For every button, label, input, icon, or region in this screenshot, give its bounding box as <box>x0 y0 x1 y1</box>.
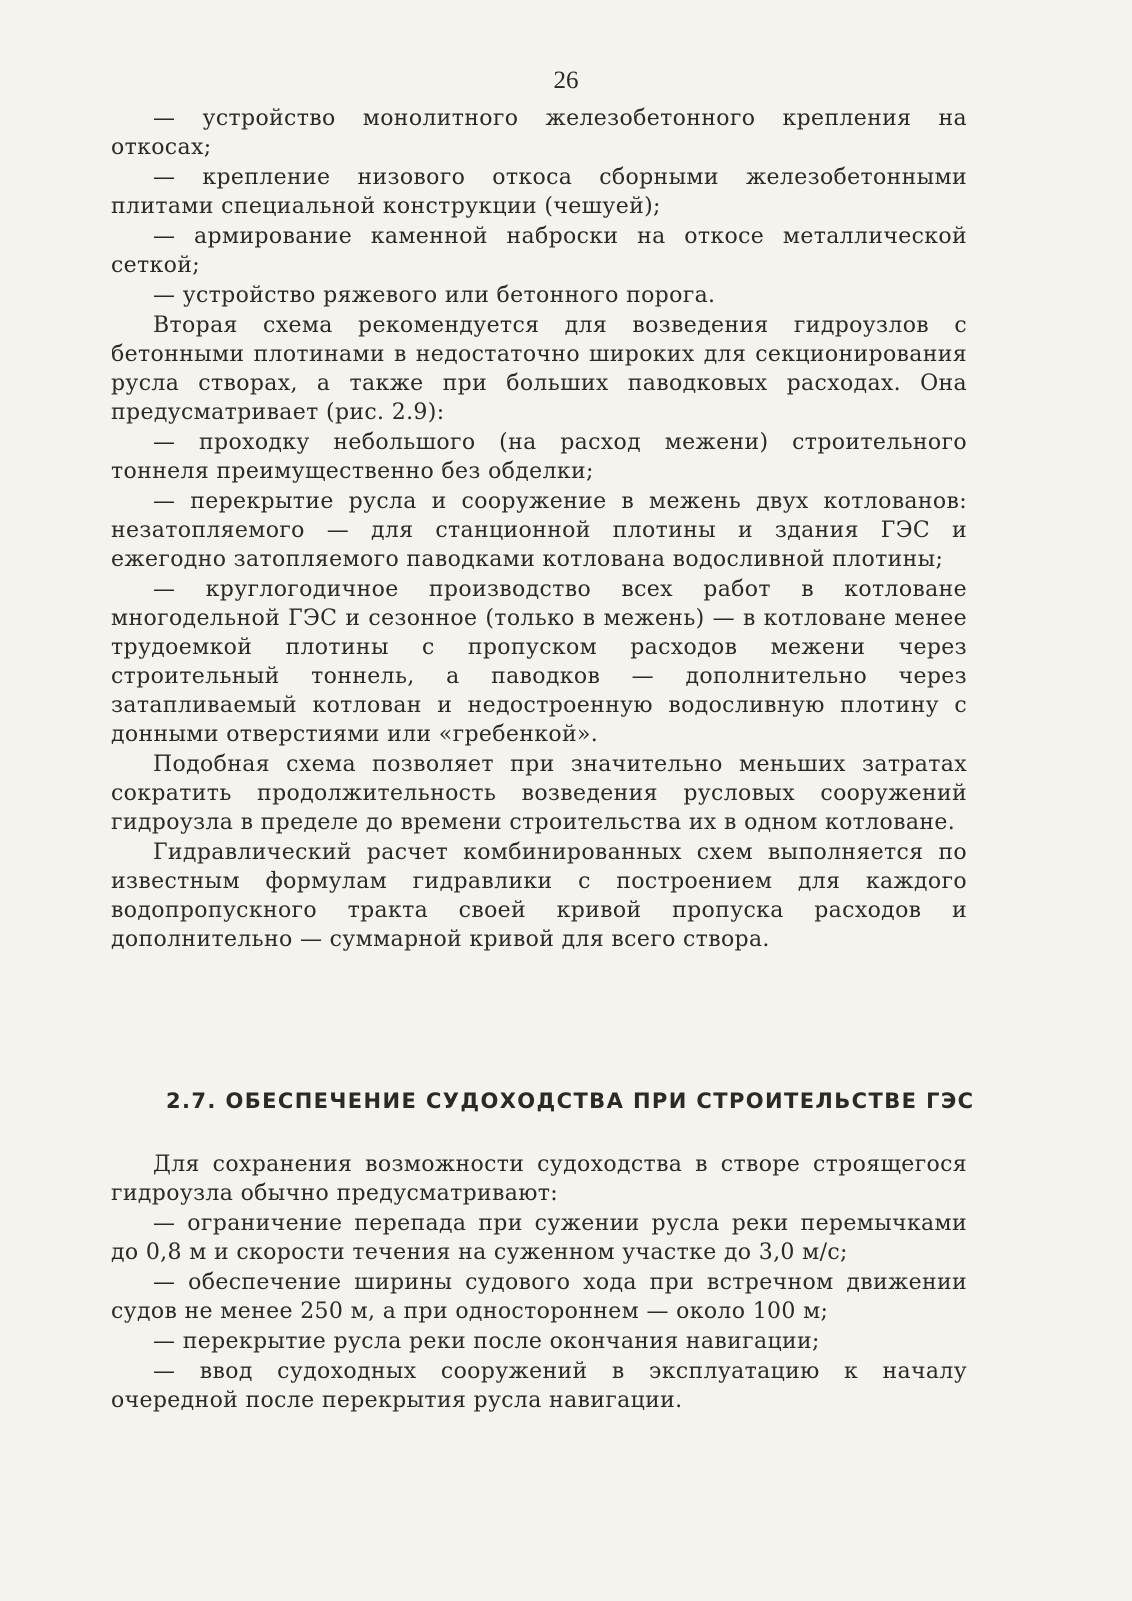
paragraph: Для сохранения возможности судоходства в створе строящегося гидроузла обычно предусматривают: <box>111 1152 967 1206</box>
section-heading: 2.7. ОБЕСПЕЧЕНИЕ СУДОХОДСТВА ПРИ СТРОИТЕЛЬСТВЕ ГЭС <box>166 1089 975 1113</box>
paragraph: — проходку небольшого (на расход межени) строительного тоннеля преимущественно без обделки; <box>111 430 967 484</box>
paragraph: — ограничение перепада при сужении русла реки перемычками до 0,8 м и скорости течения на суженном участке до 3,0 м/с; <box>111 1211 967 1265</box>
paragraph: — обеспечение ширины судового хода при встречном движении судов не менее 250 м, а при одностороннем — около 100 м; <box>111 1270 967 1324</box>
paragraph: — круглогодичное производство всех работ в котловане многодельной ГЭС и сезонное (только в межень) — в котловане менее трудоемкой плотины с пропуском расходов межени через строительный тоннель, а паводков — дополнительно через затапливаемый котлован и недостроенную водосливную плотину с донными отверстиями или «гребенкой». <box>111 577 967 747</box>
paragraph: — армирование каменной наброски на откосе металлической сеткой; <box>111 224 967 278</box>
paragraph: — перекрытие русла и сооружение в межень двух котлованов: незатопляемого — для станционной плотины и здания ГЭС и ежегодно затопляемого паводками котлована водосливной плотины; <box>111 489 967 572</box>
text-block-top <box>111 104 967 955</box>
paragraph: Подобная схема позволяет при значительно меньших затратах сократить продолжительность возведения русловых сооружений гидроузла в пределе до времени строительства их в одном котловане. <box>111 752 967 835</box>
paragraph: — перекрытие русла реки после окончания навигации; <box>153 1329 820 1354</box>
paragraph: Гидравлический расчет комбинированных схем выполняется по известным формулам гидравлики с построением для каждого водопропускного тракта своей кривой пропуска расходов и дополнительно — суммарной кривой для всего створа. <box>111 840 967 952</box>
paragraph: — крепление низового откоса сборными железобетонными плитами специальной конструкции (чешуей); <box>111 165 967 219</box>
paragraph: — ввод судоходных сооружений в эксплуатацию к началу очередной после перекрытия русла навигации. <box>111 1359 967 1413</box>
paragraph: Вторая схема рекомендуется для возведения гидроузлов с бетонными плотинами в недостаточно широких для секционирования русла створах, а также при больших паводковых расходах. Она предусматривает (рис. 2.9): <box>111 313 967 425</box>
paragraph: — устройство ряжевого или бетонного порога. <box>153 283 716 308</box>
text-block-bottom <box>111 1150 967 1416</box>
paragraph: — устройство монолитного железобетонного крепления на откосах; <box>111 106 967 160</box>
page-number: 26 <box>553 67 579 94</box>
